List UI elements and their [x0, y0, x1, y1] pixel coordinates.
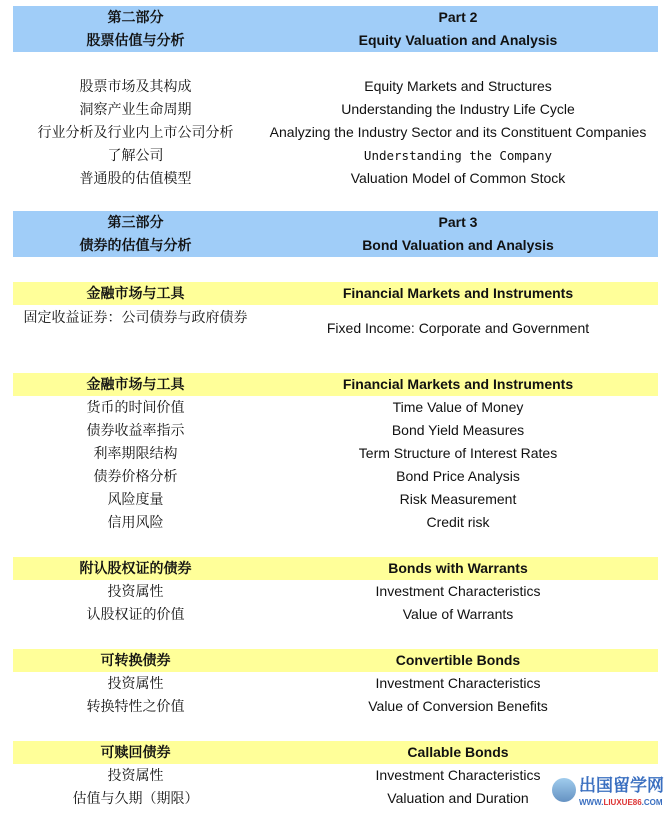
section — [13, 741, 658, 810]
topic-row — [13, 603, 658, 626]
topic-en: Understanding the Industry Life Cycle — [341, 101, 575, 117]
topic-en: Analyzing the Industry Sector and its Constituent Companies — [269, 124, 647, 140]
topic-en: Understanding the Company — [363, 148, 553, 163]
header-en: Financial Markets and Instruments — [342, 376, 574, 392]
topic-zh: 信用风险 — [107, 514, 164, 530]
watermark-url-suffix: .COM — [641, 798, 663, 807]
topic-row — [13, 442, 658, 465]
topic-row — [13, 695, 658, 718]
topic-en: Investment Characteristics — [375, 583, 541, 599]
section-header-row — [13, 373, 658, 396]
topic-row — [13, 121, 658, 144]
topic-zh: 投资属性 — [107, 583, 164, 599]
watermark-url-prefix: WWW. — [579, 798, 604, 807]
topic-row — [13, 98, 658, 121]
section-header-row — [13, 211, 658, 234]
topic-en: Value of Conversion Benefits — [368, 698, 548, 714]
section-header-row — [13, 29, 658, 52]
section-header-row — [13, 649, 658, 672]
header-zh: 债券的估值与分析 — [79, 237, 192, 253]
header-en: Callable Bonds — [407, 744, 509, 760]
topic-zh: 风险度量 — [107, 491, 164, 507]
section — [13, 211, 658, 257]
header-zh: 可转换债券 — [100, 652, 171, 668]
topic-row — [13, 511, 658, 534]
topic-row — [13, 764, 658, 787]
topic-zh: 债券收益率指示 — [86, 422, 185, 438]
topic-en: Valuation and Duration — [387, 790, 529, 806]
topic-en: Fixed Income: Corporate and Government — [326, 320, 590, 336]
section — [13, 373, 658, 534]
watermark-title: 出国留学网 — [579, 776, 664, 795]
topic-zh: 投资属性 — [107, 767, 164, 783]
topic-zh: 普通股的估值模型 — [79, 170, 192, 186]
topic-row — [13, 75, 658, 98]
header-en: Financial Markets and Instruments — [342, 285, 574, 301]
topic-en: Equity Markets and Structures — [364, 78, 552, 94]
topic-row — [13, 787, 658, 810]
topic-en: Bond Price Analysis — [396, 468, 520, 484]
section — [13, 6, 658, 52]
header-en: Part 3 — [438, 214, 478, 230]
section-header-row — [13, 557, 658, 580]
header-zh: 附认股权证的债券 — [79, 560, 192, 576]
header-en: Bond Valuation and Analysis — [362, 237, 554, 253]
topic-zh: 固定收益证券：公司债券与政府债券 — [23, 309, 248, 325]
topic-en: Term Structure of Interest Rates — [358, 445, 558, 461]
topic-row — [13, 144, 658, 167]
section-header-row — [13, 741, 658, 764]
header-zh: 可赎回债券 — [100, 744, 171, 760]
header-en: Equity Valuation and Analysis — [358, 32, 558, 48]
topic-row — [13, 396, 658, 419]
header-en: Part 2 — [438, 9, 478, 25]
topic-row — [13, 488, 658, 511]
topic-zh: 股票市场及其构成 — [79, 78, 192, 94]
topic-en: Risk Measurement — [399, 491, 517, 507]
topic-zh: 债券价格分析 — [93, 468, 178, 484]
section — [13, 557, 658, 626]
header-zh: 金融市场与工具 — [86, 376, 185, 392]
topic-row — [13, 465, 658, 488]
header-zh: 股票估值与分析 — [86, 32, 185, 48]
topic-row — [13, 580, 658, 603]
topic-zh: 洞察产业生命周期 — [79, 101, 192, 117]
section — [13, 649, 658, 718]
topic-en: Credit risk — [426, 514, 490, 530]
header-en: Convertible Bonds — [395, 652, 521, 668]
section — [13, 282, 658, 351]
topic-zh: 行业分析及行业内上市公司分析 — [37, 124, 234, 140]
topic-row — [13, 672, 658, 695]
topic-zh: 投资属性 — [107, 675, 164, 691]
topic-row — [13, 419, 658, 442]
topic-en: Time Value of Money — [392, 399, 524, 415]
watermark-url-mid: LIUXUE86 — [603, 798, 642, 807]
topic-zh: 估值与久期（期限） — [72, 790, 199, 806]
topic-en: Value of Warrants — [402, 606, 514, 622]
section-header-row — [13, 282, 658, 305]
topic-zh: 认股权证的价值 — [86, 606, 185, 622]
section — [13, 75, 658, 190]
topic-en: Investment Characteristics — [375, 675, 541, 691]
header-zh: 第三部分 — [107, 214, 164, 230]
section-header-row — [13, 234, 658, 257]
topic-zh: 了解公司 — [107, 147, 164, 163]
topic-zh: 货币的时间价值 — [86, 399, 185, 415]
topic-zh: 利率期限结构 — [93, 445, 178, 461]
section-header-row — [13, 6, 658, 29]
topic-en: Valuation Model of Common Stock — [350, 170, 566, 186]
syllabus-document — [13, 6, 658, 810]
header-zh: 金融市场与工具 — [86, 285, 185, 301]
topic-zh: 转换特性之价值 — [86, 698, 185, 714]
topic-en: Investment Characteristics — [375, 767, 541, 783]
header-zh: 第二部分 — [107, 9, 164, 25]
topic-row — [13, 167, 658, 190]
header-en: Bonds with Warrants — [388, 560, 528, 576]
topic-row — [13, 305, 658, 351]
topic-en: Bond Yield Measures — [391, 422, 525, 438]
